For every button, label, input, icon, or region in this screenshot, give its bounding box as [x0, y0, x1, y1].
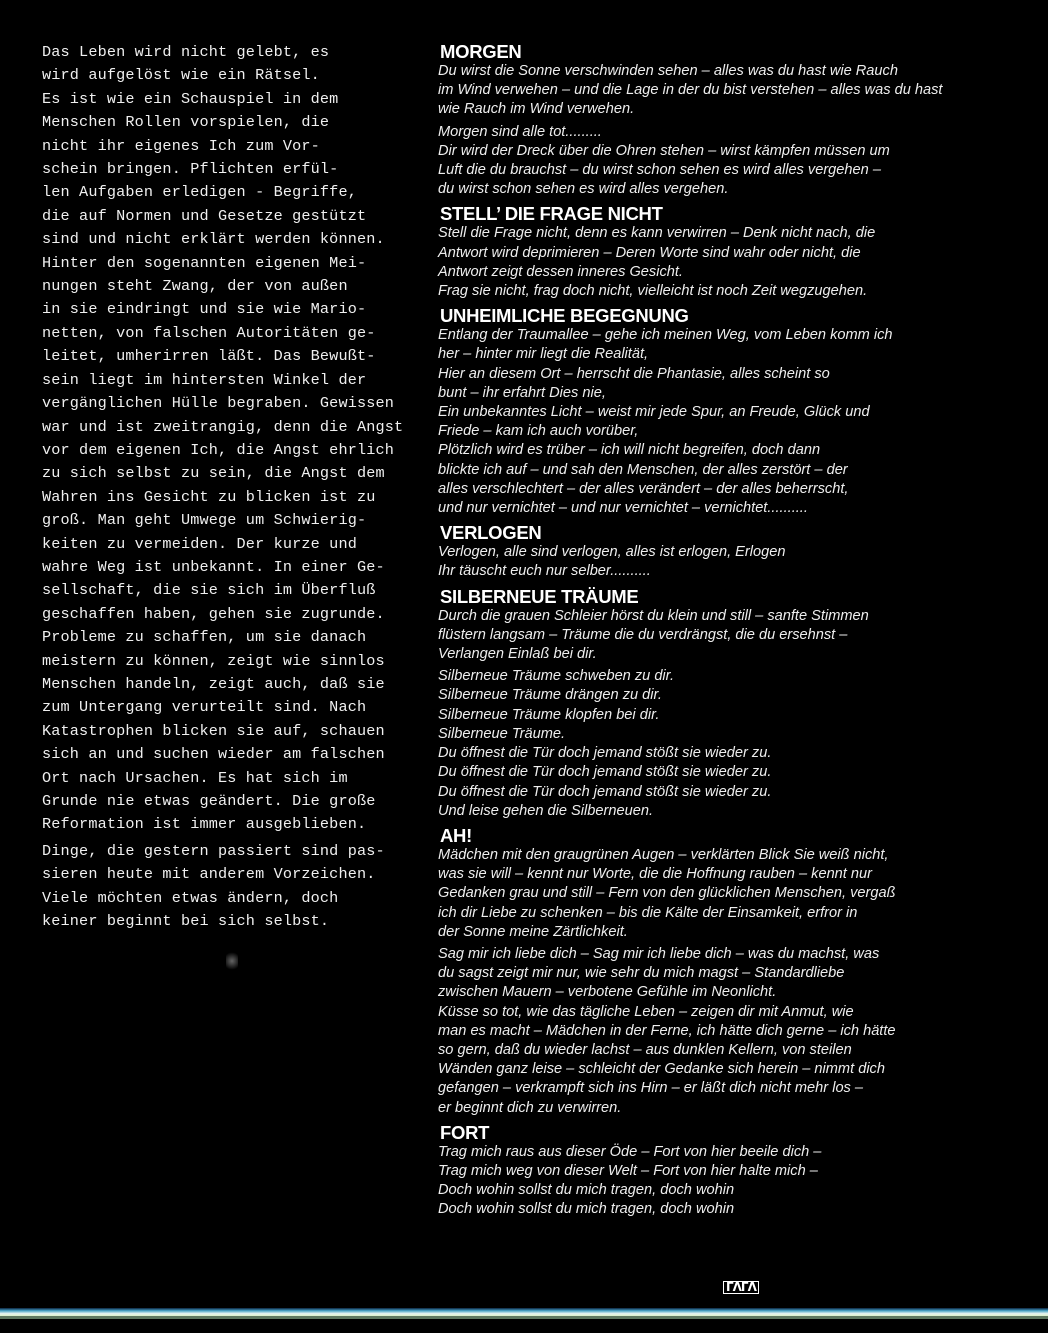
- lyric-line: Verlangen Einlaß bei dir.: [438, 646, 597, 663]
- lyric-line: Küsse so tot, wie das tägliche Leben – zeigen dir mit Anmut, wie: [438, 1003, 854, 1020]
- prose-line: sellschaft, die sie sich im Überfluß: [42, 581, 376, 600]
- song-stanza: [438, 224, 1048, 301]
- lyric-line: Silberneue Träume drängen zu dir.: [438, 687, 662, 704]
- song-stanza: [438, 846, 1048, 942]
- lyric-line: wie Rauch im Wind verwehen.: [438, 101, 635, 118]
- prose-line: leitet, umherirren läßt. Das Bewußt-: [42, 347, 376, 366]
- lyric-line: Hier an diesem Ort – herrscht die Phantasie, alles scheint so: [438, 365, 830, 382]
- song-section: [438, 1123, 1048, 1220]
- song-title: AH!: [440, 824, 472, 846]
- song-stanza: [438, 62, 1048, 120]
- prose-line: keiten zu vermeiden. Der kurze und: [42, 534, 357, 553]
- lyric-line: Du öffnest die Tür doch jemand stößt sie wieder zu.: [438, 783, 772, 800]
- prose-paragraph: [42, 41, 412, 837]
- lyric-line: Mädchen mit den graugrünen Augen – verklärten Blick Sie weiß nicht,: [438, 846, 889, 863]
- lyric-line: im Wind verwehen – und die Lage in der du bist verstehen – alles was du hast: [438, 82, 943, 99]
- lyric-line: blickte ich auf – und sah den Menschen, der alles zerstört – der: [438, 461, 848, 478]
- lyric-line: Doch wohin sollst du mich tragen, doch wohin: [438, 1201, 735, 1218]
- scan-edge-strip-lower: [0, 1316, 1048, 1319]
- prose-line: zum Untergang verurteilt sind. Nach: [42, 698, 367, 717]
- lyric-line: Friede – kam ich auch vorüber,: [438, 423, 639, 440]
- prose-line: groß. Man geht Umwege um Schwierig-: [42, 511, 367, 530]
- prose-line: sieren heute mit anderem Vorzeichen.: [42, 865, 376, 884]
- prose-line: Wahren ins Gesicht zu blicken ist zu: [42, 487, 376, 506]
- song-stanza: [438, 123, 1048, 200]
- song-title: SILBERNEUE TRÄUME: [440, 585, 639, 607]
- prose-line: geschaffen haben, gehen sie zugrunde.: [42, 604, 385, 623]
- song-title: FORT: [440, 1121, 490, 1143]
- lyric-line: Du öffnest die Tür doch jemand stößt sie wieder zu.: [438, 764, 772, 781]
- song-stanza: [438, 326, 1048, 518]
- lyric-line: du sagst zeigt mir nur, wie sehr du mich magst – Standardliebe: [438, 965, 845, 982]
- prose-line: Reformation ist immer ausgeblieben.: [42, 815, 367, 834]
- prose-line: die auf Normen und Gesetze gestützt: [42, 206, 367, 225]
- prose-line: Es ist wie ein Schauspiel in dem: [42, 89, 339, 108]
- lyric-line: du wirst schon sehen es wird alles vergehen.: [438, 181, 729, 198]
- song-stanza: [438, 945, 1048, 1118]
- song-section: [438, 42, 1048, 199]
- song-section: [438, 306, 1048, 518]
- prose-line: nicht ihr eigenes Ich zum Vor-: [42, 136, 320, 155]
- lyric-line: Silberneue Träume klopfen bei dir.: [438, 706, 660, 723]
- scan-artifact: [226, 950, 238, 972]
- lyric-line: Plötzlich wird es trüber – ich will nicht begreifen, doch dann: [438, 442, 821, 459]
- prose-line: vergänglichen Hülle begraben. Gewissen: [42, 394, 395, 413]
- lyric-line: Entlang der Traumallee – gehe ich meinen Weg, vom Leben komm ich: [438, 327, 893, 344]
- lyric-line: Sag mir ich liebe dich – Sag mir ich liebe dich – was du machst, was: [438, 945, 880, 962]
- song-section: [438, 826, 1048, 1118]
- lyric-line: man es macht – Mädchen in der Ferne, ich hätte dich gerne – ich hätte: [438, 1022, 896, 1039]
- lyric-line: Ihr täuscht euch nur selber..........: [438, 563, 651, 580]
- lyric-line: Silberneue Träume.: [438, 725, 566, 742]
- lyric-line: Verlogen, alle sind verlogen, alles ist erlogen, Erlogen: [438, 544, 786, 561]
- song-title: MORGEN: [440, 41, 522, 62]
- prose-line: keiner beginnt bei sich selbst.: [42, 912, 330, 931]
- song-stanza: [438, 667, 1048, 821]
- song-section: [438, 204, 1048, 301]
- lyric-line: Antwort wird deprimieren – Deren Worte sind wahr oder nicht, die: [438, 244, 861, 261]
- label-logo-icon: ΓΛΓΛ: [723, 1281, 759, 1294]
- lyric-line: zwischen Mauern – verbotene Gefühle im Neonlicht.: [438, 984, 777, 1001]
- prose-line: Dinge, die gestern passiert sind pas-: [42, 841, 385, 860]
- lyric-line: Dir wird der Dreck über die Ohren stehen – wirst kämpfen müssen um: [438, 142, 890, 159]
- song-section: [438, 587, 1048, 821]
- prose-line: netten, von falschen Autoritäten ge-: [42, 323, 376, 342]
- song-section: [438, 523, 1048, 581]
- prose-line: war und ist zweitrangig, denn die Angst: [42, 417, 404, 436]
- prose-line: zu sich selbst zu sein, die Angst dem: [42, 464, 385, 483]
- lyric-line: Trag mich weg von dieser Welt – Fort von hier halte mich –: [438, 1162, 818, 1179]
- lyric-line: her – hinter mir liegt die Realität,: [438, 346, 649, 363]
- lyric-line: alles verschlechtert – der alles verändert – der alles beherrscht,: [438, 480, 849, 497]
- song-title: UNHEIMLICHE BEGEGNUNG: [440, 305, 689, 327]
- prose-line: schein bringen. Pflichten erfül-: [42, 160, 339, 179]
- prose-line: Viele möchten etwas ändern, doch: [42, 888, 339, 907]
- prose-line: wird aufgelöst wie ein Rätsel.: [42, 66, 320, 85]
- song-stanza: [438, 1143, 1048, 1220]
- lyric-line: Silberneue Träume schweben zu dir.: [438, 668, 675, 685]
- lyric-line: Frag sie nicht, frag doch nicht, vielleicht ist noch Zeit wegzugehen.: [438, 283, 868, 300]
- lyric-line: so gern, daß du wieder lachst – aus dunklen Kellern, von steilen: [438, 1041, 852, 1058]
- prose-line: sich an und suchen wieder am falschen: [42, 745, 385, 764]
- prose-line: meistern zu können, zeigt wie sinnlos: [42, 651, 385, 670]
- prose-column: [42, 41, 412, 933]
- lyric-line: flüstern langsam – Träume die du verdrängst, die du ersehnst –: [438, 626, 848, 643]
- scan-edge-strip: [0, 1308, 1048, 1316]
- song-title: STELL’ DIE FRAGE NICHT: [440, 203, 663, 225]
- prose-line: nungen steht Zwang, der von außen: [42, 277, 348, 296]
- prose-line: Probleme zu schaffen, um sie danach: [42, 628, 367, 647]
- prose-line: Hinter den sogenannten eigenen Mei-: [42, 253, 367, 272]
- lyric-line: was sie will – kennt nur Worte, die die Hoffnung rauben – kennt nur: [438, 866, 873, 883]
- prose-line: Katastrophen blicken sie auf, schauen: [42, 721, 385, 740]
- prose-line: vor dem eigenen Ich, die Angst ehrlich: [42, 440, 395, 459]
- prose-line: Grunde nie etwas geändert. Die große: [42, 792, 376, 810]
- prose-line: Menschen handeln, zeigt auch, daß sie: [42, 674, 385, 693]
- lyric-line: bunt – ihr erfahrt Dies nie,: [438, 384, 606, 401]
- prose-paragraph: [42, 840, 412, 934]
- lyric-line: Stell die Frage nicht, denn es kann verwirren – Denk nicht nach, die: [438, 225, 876, 242]
- lyric-line: Du wirst die Sonne verschwinden sehen – alles was du hast wie Rauch: [438, 63, 898, 79]
- lyric-line: und nur vernichtet – und nur vernichtet – vernichtet..........: [438, 500, 808, 517]
- prose-line: sein liegt im hintersten Winkel der: [42, 370, 367, 389]
- lyric-line: gefangen – verkrampft sich ins Hirn – er läßt dich nicht mehr los –: [438, 1080, 864, 1097]
- lyric-line: Und leise gehen die Silberneuen.: [438, 802, 654, 819]
- song-stanza: [438, 543, 1048, 581]
- prose-line: wahre Weg ist unbekannt. In einer Ge-: [42, 557, 385, 576]
- prose-line: sind und nicht erklärt werden können.: [42, 230, 385, 249]
- prose-line: len Aufgaben erledigen - Begriffe,: [42, 183, 357, 202]
- lyrics-column: [438, 42, 1048, 1225]
- song-stanza: [438, 607, 1048, 665]
- lyric-line: Durch die grauen Schleier hörst du klein und still – sanfte Stimmen: [438, 607, 869, 624]
- lyric-line: er beginnt dich zu verwirren.: [438, 1099, 622, 1116]
- lyric-line: Antwort zeigt dessen inneres Gesicht.: [438, 263, 683, 280]
- prose-line: Ort nach Ursachen. Es hat sich im: [42, 768, 348, 787]
- lyric-line: Luft die du brauchst – du wirst schon sehen es wird alles vergehen –: [438, 162, 881, 179]
- prose-line: Das Leben wird nicht gelebt, es: [42, 43, 330, 61]
- prose-line: Menschen Rollen vorspielen, die: [42, 113, 330, 132]
- lyric-line: ich dir Liebe zu schenken – bis die Kälte der Einsamkeit, erfror in: [438, 904, 858, 921]
- prose-line: in sie eindringt und sie wie Mario-: [42, 300, 367, 319]
- lyric-line: Wänden ganz leise – schleicht der Gedanke sich herein – nimmt dich: [438, 1061, 885, 1078]
- lyric-line: Du öffnest die Tür doch jemand stößt sie wieder zu.: [438, 745, 772, 762]
- lyric-line: Gedanken grau und still – Fern von den glücklichen Menschen, vergaß: [438, 885, 896, 902]
- lyric-line: Trag mich raus aus dieser Öde – Fort von hier beeile dich –: [438, 1143, 822, 1160]
- song-title: VERLOGEN: [440, 522, 542, 544]
- lyric-line: Doch wohin sollst du mich tragen, doch wohin: [438, 1182, 735, 1199]
- lyric-line: der Sonne meine Zärtlichkeit.: [438, 923, 628, 940]
- lyric-line: Morgen sind alle tot.........: [438, 123, 602, 140]
- lyric-line: Ein unbekanntes Licht – weist mir jede Spur, an Freude, Glück und: [438, 404, 870, 421]
